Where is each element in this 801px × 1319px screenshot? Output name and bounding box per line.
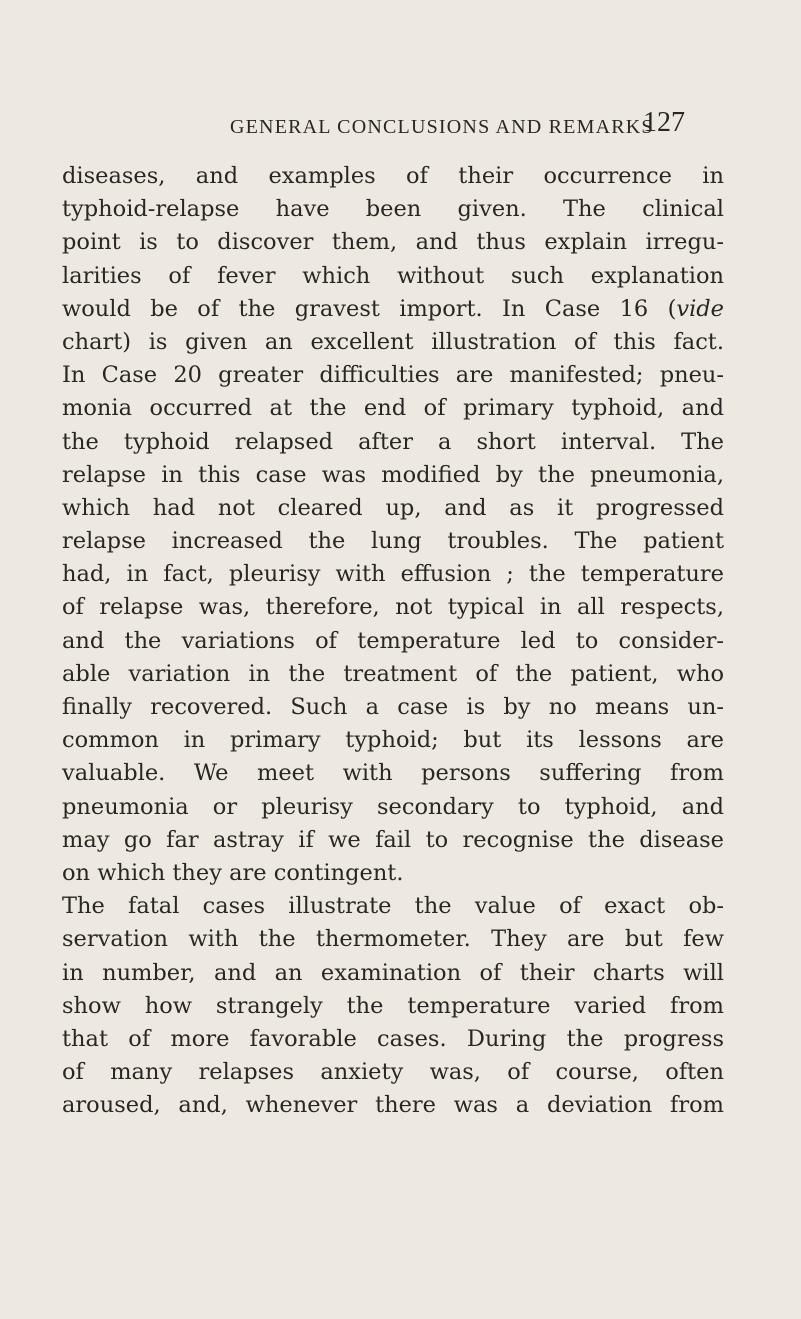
text-line	[62, 293, 724, 326]
page-number: 127	[643, 107, 685, 138]
text-line: point is to discover them, and thus explain irregu-	[62, 229, 724, 256]
text-line: valuable. We meet with persons suffering from	[62, 760, 724, 787]
text-line: able variation in the treatment of the patient, who	[62, 660, 724, 687]
text-line: which had not cleared up, and as it progressed	[62, 494, 724, 521]
text-run: would be of the gravest import. In Case 16 (	[62, 295, 677, 322]
text-line: servation with the thermometer. They are but few	[62, 926, 724, 953]
body-text	[62, 160, 724, 1122]
running-head	[0, 107, 801, 146]
text-line: of many relapses anxiety was, of course, often	[62, 1059, 724, 1086]
text-line: relapse in this case was modified by the pneumonia,	[62, 461, 724, 488]
text-line: diseases, and examples of their occurrence in	[62, 163, 724, 189]
text-line-paragraph-end: on which they are contingent.	[62, 859, 404, 886]
text-line: aroused, and, whenever there was a deviation from	[62, 1092, 724, 1119]
text-line: finally recovered. Such a case is by no means un-	[62, 694, 724, 720]
italic-vide: vide	[676, 295, 724, 322]
running-title: GENERAL CONCLUSIONS AND REMARKS	[230, 116, 654, 138]
text-line: chart) is given an excellent illustration of this fact.	[62, 328, 724, 355]
text-line: of relapse was, therefore, not typical in all respects,	[62, 594, 724, 621]
text-line: In Case 20 greater difficulties are manifested; pneu-	[62, 362, 724, 389]
text-line: pneumonia or pleurisy secondary to typhoid, and	[62, 793, 724, 820]
text-line: and the variations of temperature led to consider-	[62, 627, 724, 654]
text-line: may go far astray if we fail to recognise the disease	[62, 826, 724, 853]
text-line: that of more favorable cases. During the progress	[62, 1025, 724, 1052]
text-line-paragraph-start: The fatal cases illustrate the value of exact ob-	[62, 893, 724, 920]
text-line: the typhoid relapsed after a short interval. The	[62, 428, 724, 455]
text-line: typhoid-relapse have been given. The clinical	[62, 196, 724, 223]
text-line: common in primary typhoid; but its lessons are	[62, 727, 724, 754]
text-line: had, in fact, pleurisy with effusion ; the temperature	[62, 561, 724, 588]
text-line: larities of fever which without such explanation	[62, 262, 724, 289]
text-line: monia occurred at the end of primary typhoid, and	[62, 395, 724, 422]
text-line: relapse increased the lung troubles. The patient	[62, 528, 724, 555]
text-line: in number, and an examination of their charts will	[62, 959, 724, 986]
text-line: show how strangely the temperature varied from	[62, 992, 724, 1019]
